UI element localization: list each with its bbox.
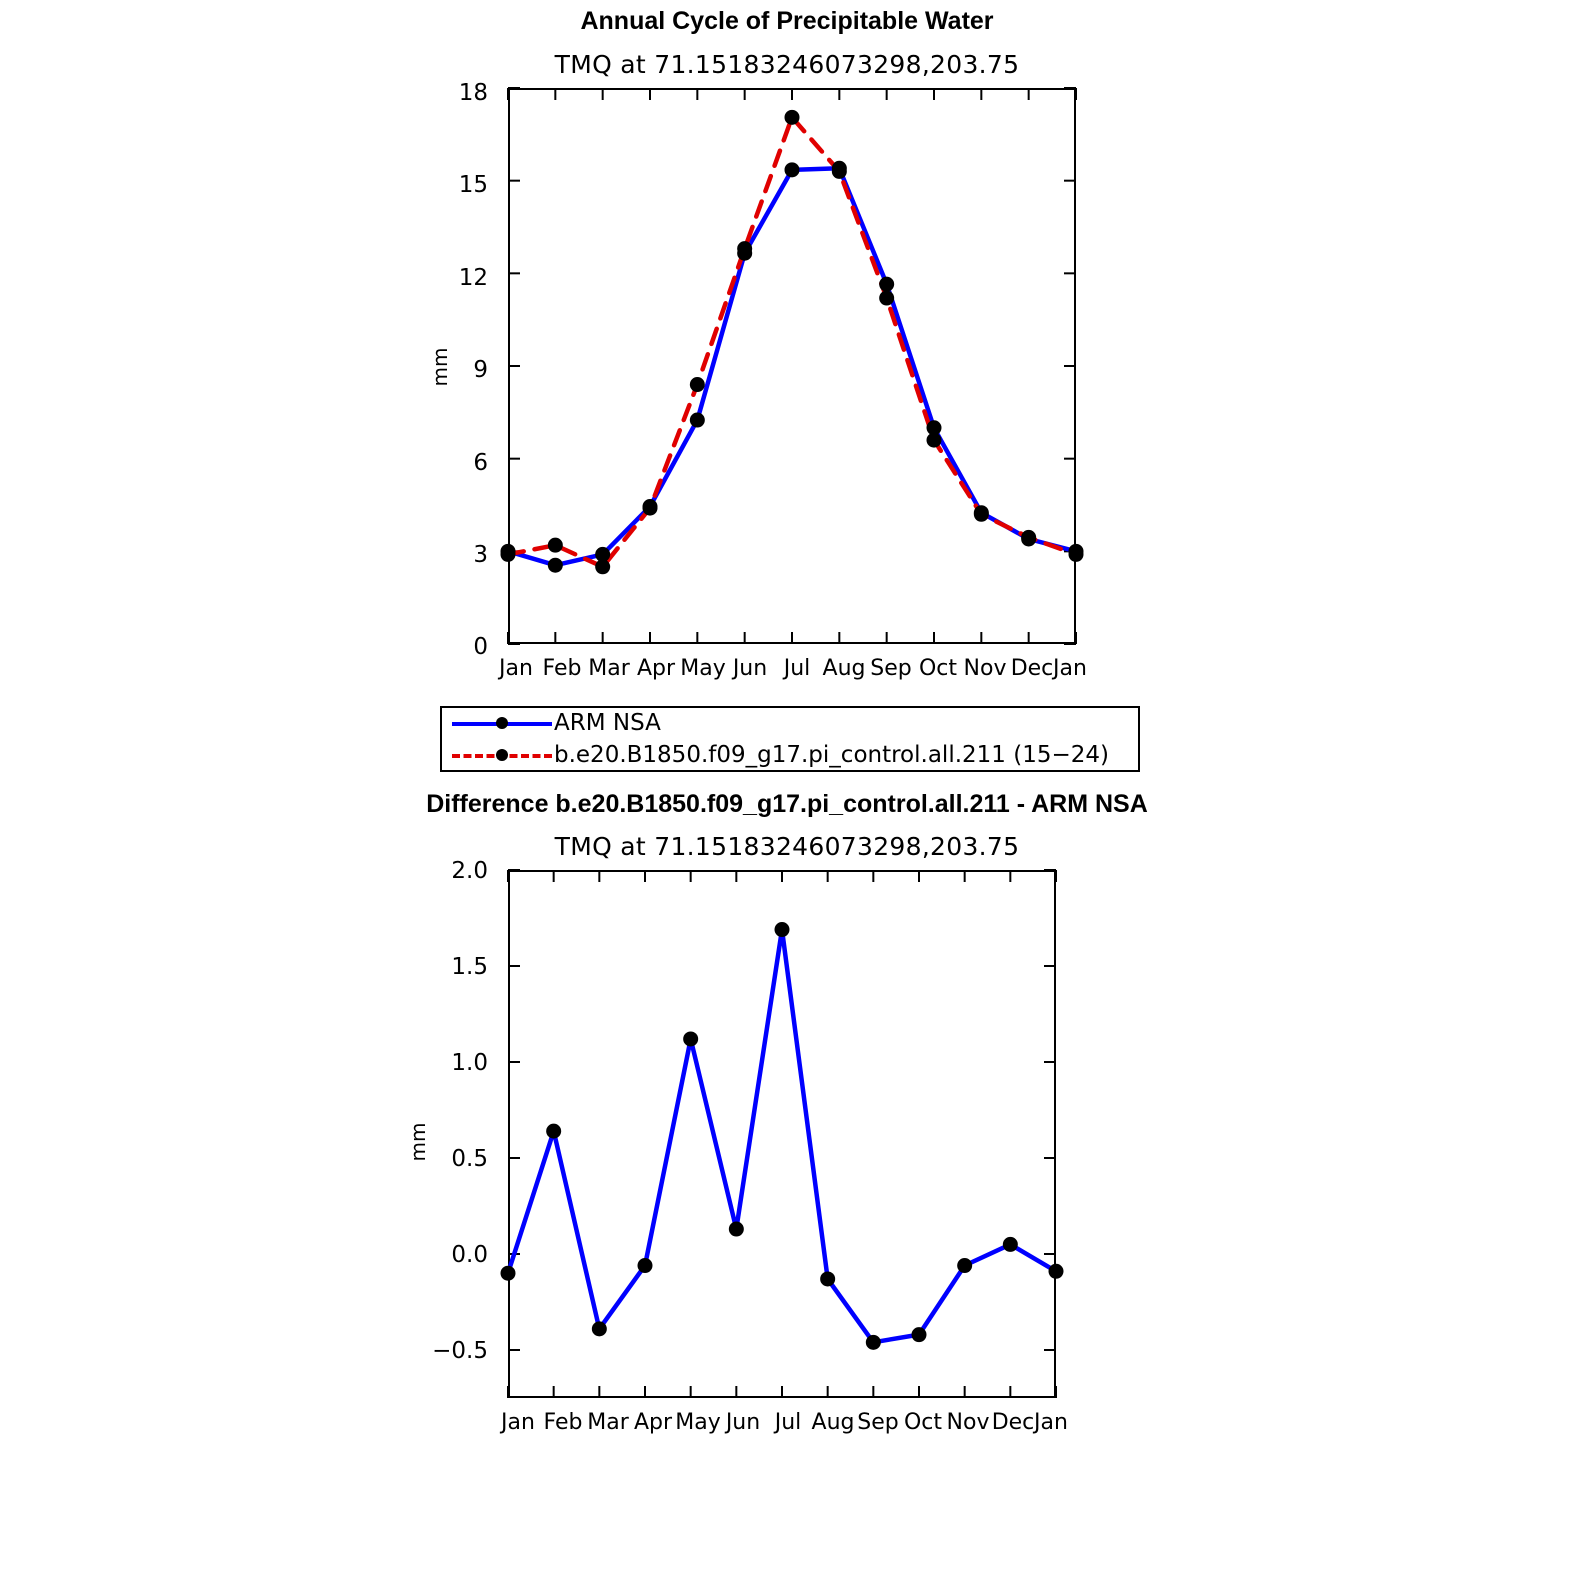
panel1-xtick-feb: Feb <box>542 656 582 681</box>
panel2-xtick-jan: Jan <box>501 1410 535 1435</box>
panel1-y-axis-label: mm <box>428 347 452 387</box>
panel1-ytick-6: 6 <box>473 450 488 476</box>
panel2-title: Difference b.e20.B1850.f09_g17.pi_control.all.211 - ARM NSA <box>426 790 1148 818</box>
panel2-xtick-feb: Feb <box>543 1410 583 1435</box>
panel1-xtick-sep: Sep <box>870 656 912 681</box>
panel1-xtick-mar: Mar <box>588 656 630 681</box>
panel1-xtick-jan: Jan <box>499 656 533 681</box>
panel1-subtitle: TMQ at 71.15183246073298,203.75 <box>554 50 1020 79</box>
legend-entry-arm-nsa[interactable] <box>452 708 661 738</box>
panel1-xtick-jan2: Jan <box>1053 656 1087 681</box>
panel2-xtick-jun: Jun <box>725 1410 761 1435</box>
panel1-xtick-may: May <box>680 656 726 681</box>
panel1-ytick-18: 18 <box>458 80 488 106</box>
panel2-xtick-mar: Mar <box>587 1410 629 1435</box>
panel1-xtick-nov: Nov <box>963 656 1007 681</box>
legend-swatch-solid-blue <box>452 713 552 733</box>
panel2-xtick-sep: Sep <box>857 1410 899 1435</box>
panel1-ytick-15: 15 <box>458 172 488 198</box>
legend-label-arm-nsa: ARM NSA <box>554 710 661 736</box>
panel-difference <box>0 790 1574 1574</box>
panel2-xtick-oct: Oct <box>903 1410 943 1435</box>
panel1-xtick-apr: Apr <box>636 656 676 681</box>
panel2-xtick-may: May <box>675 1410 721 1435</box>
panel2-xtick-dec: Dec <box>991 1410 1035 1435</box>
panel2-ytick-1p0: 1.0 <box>451 1050 488 1076</box>
panel2-ytick-0p0: 0.0 <box>451 1242 488 1268</box>
panel2-ytick-m0p5: −0.5 <box>432 1338 488 1364</box>
panel2-xtick-jul: Jul <box>774 1410 802 1435</box>
panel1-title: Annual Cycle of Precipitable Water <box>580 7 994 35</box>
panel1-ytick-0: 0 <box>473 634 488 660</box>
panel2-ytick-2p0: 2.0 <box>451 858 488 884</box>
legend-swatch-dashed-red <box>452 745 552 765</box>
panel1-xtick-jun: Jun <box>732 656 768 681</box>
panel1-xtick-jul: Jul <box>783 656 811 681</box>
panel2-xtick-aug: Aug <box>811 1410 855 1435</box>
panel1-ytick-9: 9 <box>473 357 488 383</box>
legend-label-model: b.e20.B1850.f09_g17.pi_control.all.211 (15−24) <box>554 742 1109 768</box>
panel2-xtick-apr: Apr <box>633 1410 673 1435</box>
panel1-xtick-dec: Dec <box>1010 656 1054 681</box>
panel2-ytick-1p5: 1.5 <box>451 954 488 980</box>
panel2-xtick-jan2: Jan <box>1034 1410 1068 1435</box>
panel1-xtick-aug: Aug <box>822 656 866 681</box>
panel2-series-canvas <box>0 790 1574 1574</box>
panel2-xtick-nov: Nov <box>946 1410 990 1435</box>
panel2-ytick-0p5: 0.5 <box>451 1146 488 1172</box>
panel1-xtick-oct: Oct <box>918 656 958 681</box>
panel2-subtitle: TMQ at 71.15183246073298,203.75 <box>554 832 1020 861</box>
legend-entry-model[interactable] <box>452 740 1109 770</box>
panel2-y-axis-label: mm <box>406 1122 430 1162</box>
panel1-ytick-3: 3 <box>473 542 488 568</box>
panel1-ytick-12: 12 <box>458 265 488 291</box>
